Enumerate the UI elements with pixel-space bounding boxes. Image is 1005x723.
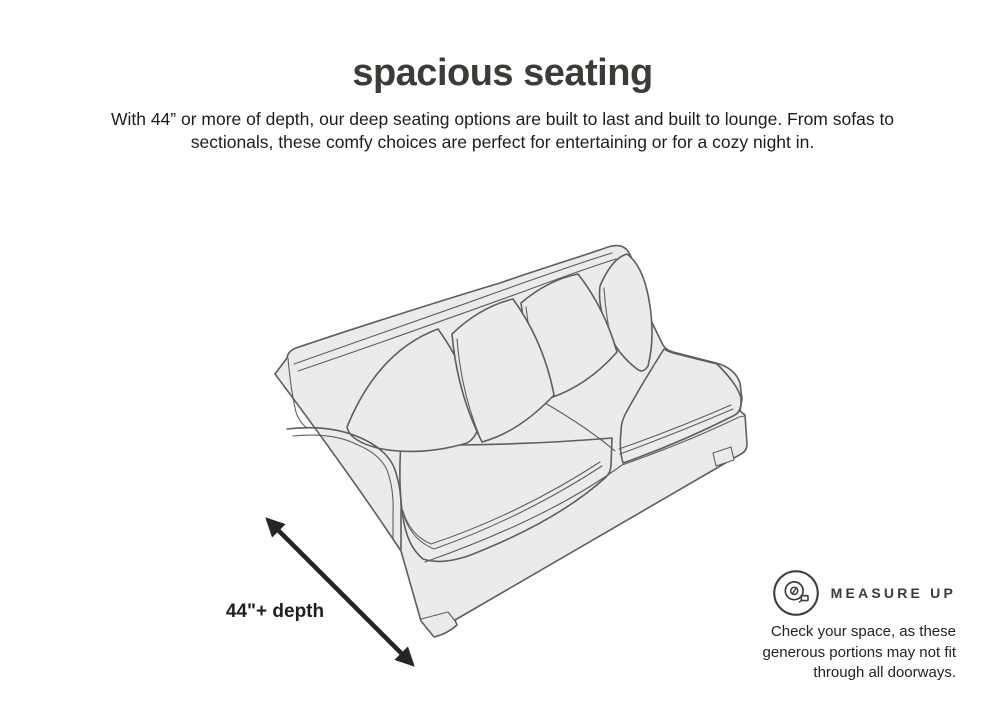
page-title: spacious seating [352, 52, 653, 94]
measure-up-title: MEASURE UP [830, 585, 956, 601]
measure-up-note [706, 622, 956, 684]
note-line: generous portions may not fit [762, 643, 956, 661]
sofa-diagram-svg [225, 237, 760, 707]
depth-arrow [268, 520, 412, 664]
depth-dimension-label: 44"+ depth [225, 601, 325, 622]
measure-up-header [706, 569, 956, 617]
intro-text: With 44” or more of depth, our deep seating options are built to last and built to lounge. From sofas to sectionals, these comfy choices are perfect for entertaining or for a cozy night in. [110, 109, 895, 153]
tape-measure-icon [772, 569, 820, 617]
sofa-illustration [225, 237, 760, 707]
measure-up-callout [706, 569, 956, 684]
note-line: through all doorways. [813, 664, 956, 682]
note-line: Check your space, as these [770, 623, 956, 640]
